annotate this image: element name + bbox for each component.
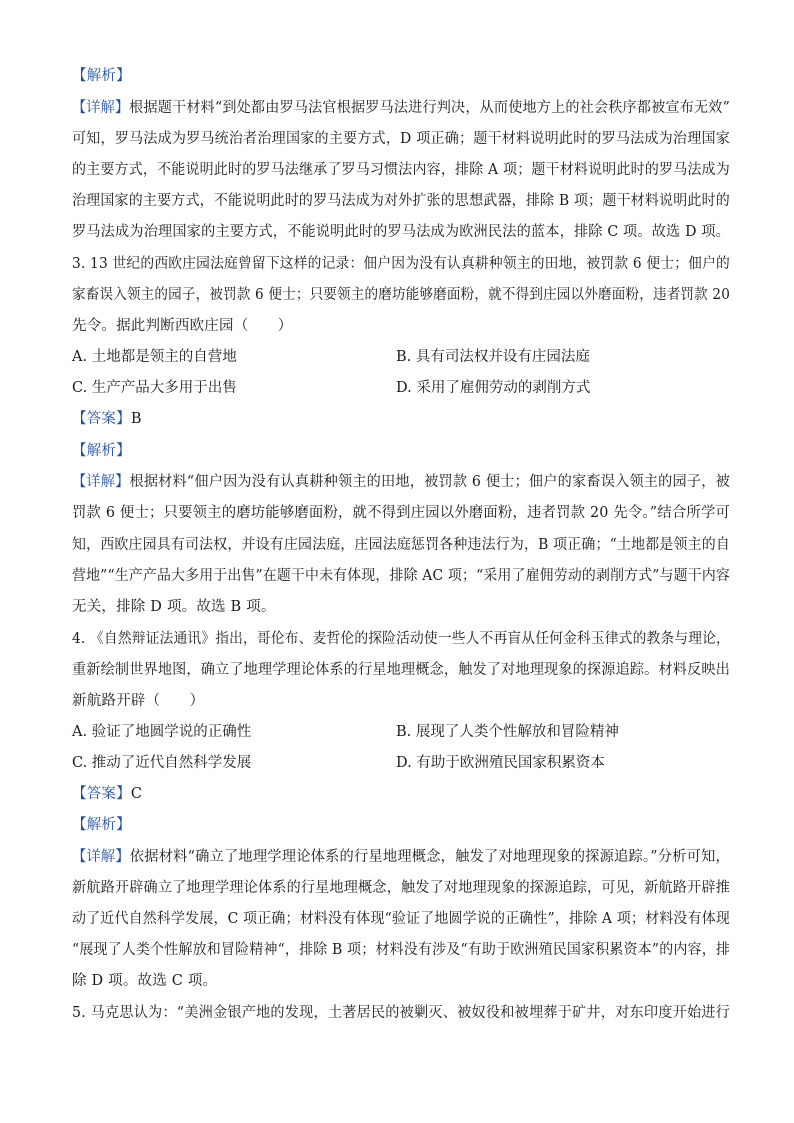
q4-detail-line: 新航路开辟确立了地理学理论体系的行星地理概念，触发了对地理现象的探源追踪，可见，新航路开辟推 — [72, 880, 731, 896]
q3-detail-line: 营地”“生产产品大多用于出售”在题干中未有体现，排除 AC 项；“采用了雇佣劳动的剥削方式”与题干内容 — [72, 568, 730, 584]
question-4-stem: 4. 《自然辩证法通讯》指出，哥伦布、麦哲伦的探险活动使一些人不再盲从任何金科玉律式的教条与理论， — [72, 631, 730, 647]
answer-tag: 【答案】 — [72, 786, 131, 802]
answer-value: B — [130, 411, 142, 427]
q3-detail-line: 【详解】根据材料“佃户因为没有认真耕种领主的田地，被罚款 6 便士；佃户的家畜误入领主的园子，被 — [72, 474, 730, 490]
detail-tag: 【详解】 — [72, 474, 130, 490]
question-5-stem: 5. 马克思认为：“美洲金银产地的发现，土著居民的被剿灭、被奴役和被埋葬于矿井，对东印度开始进行 — [72, 1005, 731, 1021]
detail-line: 治理国家的主要方式，不能说明此时的罗马法成为对外扩张的思想武器，排除 B 项；题干材料说明此时的 — [72, 193, 730, 209]
detail-tag: 【详解】 — [72, 849, 130, 865]
question-4-stem: 重新绘制世界地图，确立了地理学理论体系的行星地理概念，触发了对地理现象的探源追踪。材料反映出 — [72, 662, 731, 678]
question-3-stem: 家畜误入领主的园子，被罚款 6 便士；只要领主的磨坊能够磨面粉，就不得到庄园以外磨面粉，违者罚款 20 — [72, 287, 731, 303]
q4-detail-line: “展现了人类个性解放和冒险精神“，排除 B 项；材料没有涉及“有助于欧洲殖民国家积累资本”的内容，排 — [72, 942, 731, 958]
question-4-stem: 新航路开辟（ ） — [72, 693, 205, 709]
question-3-stem: 3. 13 世纪的西欧庄园法庭曾留下这样的记录：佃户因为没有认真耕种领主的田地，被罚款 6 便士；佃户的 — [72, 256, 730, 272]
answer-tag: 【答案】 — [72, 411, 131, 427]
q4-detail-line: 除 D 项。故选 C 项。 — [72, 973, 218, 989]
detail-tag: 【详解】 — [72, 100, 130, 116]
detail-line: 的主要方式，不能说明此时的罗马法继承了罗马习惯法内容，排除 A 项；题干材料说明此时的罗马法成为 — [72, 162, 731, 178]
detail-line: 罗马法成为治理国家的主要方式，不能说明此时的罗马法成为欧洲民法的蓝本，排除 C 项。故选 D 项。 — [72, 224, 730, 240]
q4-detail-line: 【详解】依据材料“确立了地理学理论体系的行星地理概念，触发了对地理现象的探源追踪。”分析可知， — [72, 849, 730, 865]
q3-detail-line: 无关，排除 D 项。故选 B 项。 — [72, 599, 276, 615]
q3-detail-line: 知，西欧庄园具有司法权，并设有庄园法庭，庄园法庭惩罚各种违法行为，B 项正确；“土地都是领主的自 — [72, 537, 731, 553]
q3-analysis-heading: 【解析】 — [72, 443, 131, 459]
q3-option-c: C. 生产产品大多用于出售 — [72, 380, 237, 396]
q4-option-a: A. 验证了地圆学说的正确性 — [72, 724, 252, 740]
q3-detail-line: 罚款 6 便士；只要领主的磨坊能够磨面粉，就不得到庄园以外磨面粉，违者罚款 20 先令。”结合所学可 — [72, 505, 731, 521]
question-3-stem: 先令。据此判断西欧庄园（ ） — [72, 318, 293, 334]
q3-option-a: A. 土地都是领主的自营地 — [72, 349, 237, 365]
q3-option-b: B. 具有司法权并设有庄园法庭 — [396, 349, 590, 365]
detail-line: 【详解】根据题干材料“到处都由罗马法官根据罗马法进行判决，从而使地方上的社会秩序都被宣布无效” — [72, 100, 730, 116]
q4-option-d: D. 有助于欧洲殖民国家积累资本 — [396, 755, 605, 771]
q3-answer — [72, 409, 142, 429]
detail-line: 可知，罗马法成为罗马统治者治理国家的主要方式，D 项正确；题干材料说明此时的罗马法成为治理国家 — [72, 131, 730, 147]
q4-analysis-heading: 【解析】 — [72, 817, 131, 833]
q4-option-c: C. 推动了近代自然科学发展 — [72, 755, 252, 771]
q4-answer — [72, 784, 142, 804]
answer-value: C — [130, 786, 143, 802]
analysis-heading-1: 【解析】 — [72, 68, 131, 84]
q4-option-b: B. 展现了人类个性解放和冒险精神 — [396, 724, 619, 740]
q4-detail-line: 动了近代自然科学发展，C 项正确；材料没有体现“验证了地圆学说的正确性”，排除 A 项；材料没有体现 — [72, 911, 731, 927]
q3-option-d: D. 采用了雇佣劳动的剥削方式 — [396, 380, 591, 396]
